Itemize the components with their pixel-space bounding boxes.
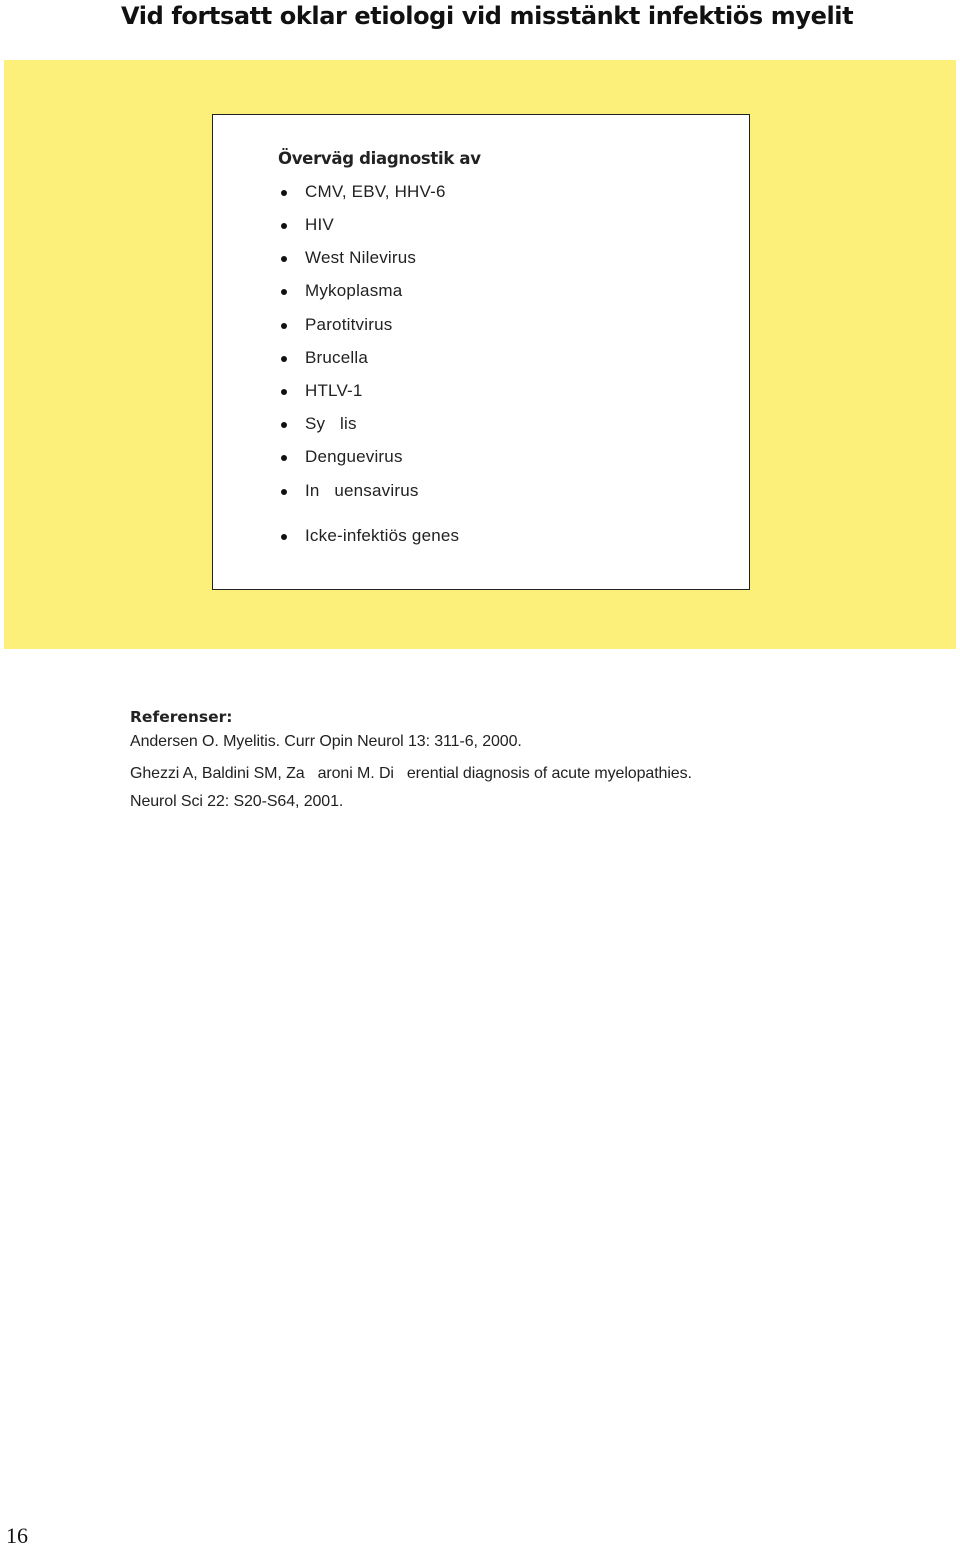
bullet-icon xyxy=(281,256,287,262)
list-item-label: HTLV-1 xyxy=(305,381,363,400)
reference-line: Ghezzi A, Baldini SM, Za aroni M. Di erential diagnosis of acute myelopathies. xyxy=(130,765,692,782)
page-number: 16 xyxy=(6,1523,28,1548)
references-section xyxy=(130,706,692,816)
list-item-label: Brucella xyxy=(305,348,369,367)
page-title: Vid fortsatt oklar etiologi vid misstänkt infektiös myelit xyxy=(121,2,854,30)
bullet-icon xyxy=(281,489,287,495)
bullet-icon xyxy=(281,323,287,329)
list-item-label: HIV xyxy=(305,215,334,234)
reference-line: Andersen O. Myelitis. Curr Opin Neurol 13: 311-6, 2000. xyxy=(130,733,522,750)
list-item xyxy=(305,480,419,502)
list-item-label: Mykoplasma xyxy=(305,281,403,300)
bullet-icon xyxy=(281,455,287,461)
bullet-icon xyxy=(281,289,287,295)
list-item xyxy=(305,214,334,236)
list-item xyxy=(305,247,416,269)
list-item xyxy=(305,314,392,336)
list-item xyxy=(305,280,402,302)
list-item-label: Parotitvirus xyxy=(305,315,393,334)
list-item xyxy=(305,347,368,369)
box-heading: Överväg diagnostik av xyxy=(278,149,481,168)
bullet-icon xyxy=(281,223,287,229)
list-item-label: In uensavirus xyxy=(305,481,419,500)
bullet-icon xyxy=(281,389,287,395)
bullet-icon xyxy=(281,422,287,428)
diagnostics-box xyxy=(212,114,750,590)
list-item xyxy=(305,413,357,435)
list-item xyxy=(305,380,363,402)
references-heading: Referenser: xyxy=(130,708,233,726)
list-item-label: Icke-infektiös genes xyxy=(305,526,460,545)
bullet-icon xyxy=(281,534,287,540)
list-item xyxy=(305,525,459,547)
list-item-label: Sy lis xyxy=(305,414,357,433)
highlight-panel xyxy=(4,60,956,649)
reference-line: Neurol Sci 22: S20-S64, 2001. xyxy=(130,793,344,810)
list-item xyxy=(305,181,446,203)
bullet-icon xyxy=(281,356,287,362)
list-item-label: CMV, EBV, HHV-6 xyxy=(305,182,446,201)
bullet-icon xyxy=(281,190,287,196)
list-item xyxy=(305,446,403,468)
list-item-label: Denguevirus xyxy=(305,447,403,466)
list-item-label: West Nilevirus xyxy=(305,248,417,267)
